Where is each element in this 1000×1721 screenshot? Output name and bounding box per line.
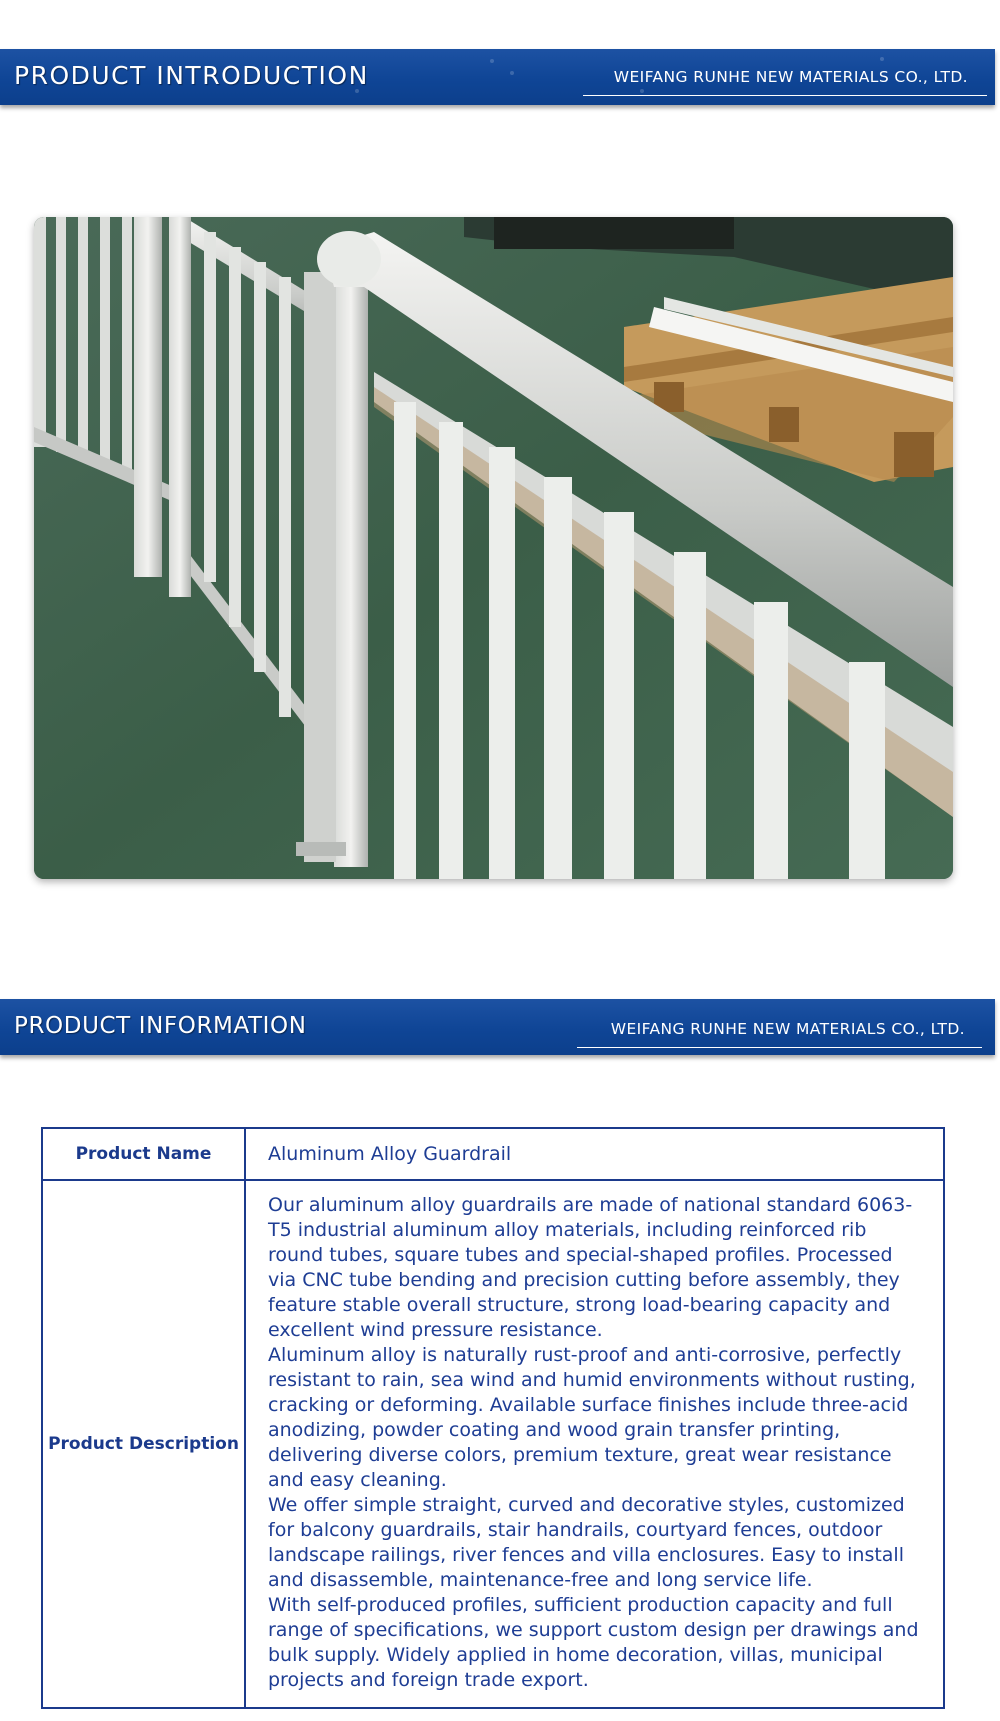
company-underline — [583, 95, 987, 96]
section-title: PRODUCT INFORMATION — [14, 1013, 307, 1039]
company-name: WEIFANG RUNHE NEW MATERIALS CO., LTD. — [613, 68, 968, 86]
description-paragraph: Our aluminum alloy guardrails are made of national standard 6063-T5 industrial aluminum alloy materials, including reinforced rib round tubes, square tubes and special-shaped profiles. Processed via CNC tube bending and precision cutting before assembly, they feature stable overall structure, strong load-bearing capacity and excellent wind pressure resistance. — [268, 1194, 913, 1341]
section-title: PRODUCT INTRODUCTION — [14, 61, 369, 90]
table-row — [42, 1128, 944, 1180]
product-name-value: Aluminum Alloy Guardrail — [245, 1128, 944, 1180]
product-description-label: Product Description — [42, 1180, 245, 1708]
product-name-label: Product Name — [42, 1128, 245, 1180]
product-introduction-banner — [0, 49, 995, 105]
banner-speck — [880, 57, 884, 61]
company-name: WEIFANG RUNHE NEW MATERIALS CO., LTD. — [610, 1020, 965, 1038]
company-underline — [577, 1047, 982, 1048]
product-information-banner — [0, 999, 995, 1055]
banner-speck — [510, 71, 514, 75]
banner-speck — [490, 59, 494, 63]
description-paragraph: Aluminum alloy is naturally rust-proof and anti-corrosive, perfectly resistant to rain, sea wind and humid environments without rusting, cracking or deforming. Available surface finishes include three-acid anodizing, powder coating and wood grain transfer printing, delivering diverse colors, premium texture, great wear resistance and easy cleaning. — [268, 1344, 916, 1491]
banner-speck — [640, 89, 644, 93]
table-row — [42, 1180, 944, 1708]
description-paragraph: With self-produced profiles, sufficient production capacity and full range of specifications, we support custom design per drawings and bulk supply. Widely applied in home decoration, villas, municipal projects and foreign trade export. — [268, 1594, 919, 1691]
product-description-value — [245, 1180, 944, 1708]
product-info-table — [41, 1127, 945, 1709]
product-photo — [34, 217, 953, 879]
guardrail-illustration — [34, 217, 953, 879]
description-paragraph: We offer simple straight, curved and decorative styles, customized for balcony guardrails, stair handrails, courtyard fences, outdoor landscape railings, river fences and villa enclosures. Easy to install and disassemble, maintenance-free and long service life. — [268, 1494, 905, 1591]
